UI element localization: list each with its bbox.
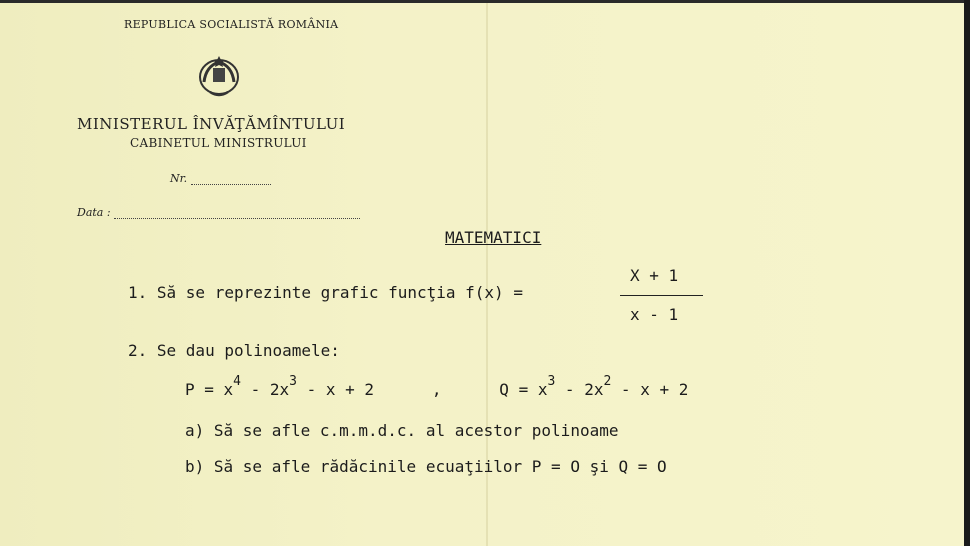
poly-p-prefix: P = x (185, 380, 234, 399)
number-label: Nr. (170, 172, 188, 185)
number-dotted-line (191, 174, 271, 185)
problem-2a: a) Să se afle c.m.m.d.c. al acestor polinoame (185, 421, 619, 440)
fraction-numerator: X + 1 (630, 266, 679, 285)
poly-separator: , (431, 380, 442, 399)
poly-q-exp2: 2 (603, 374, 612, 389)
page-title: MATEMATICI (445, 228, 542, 247)
republic-header: REPUBLICA SOCIALISTĂ ROMÂNIA (124, 18, 339, 31)
polynomials-line (185, 374, 689, 399)
ministry-title: MINISTERUL ÎNVĂŢĂMÎNTULUI (77, 115, 346, 133)
poly-p-exp1: 4 (233, 374, 241, 389)
coat-of-arms-icon (196, 52, 242, 98)
fraction-denominator: x - 1 (630, 305, 679, 324)
date-dotted-line (114, 208, 360, 219)
date-label: Data : (77, 206, 111, 219)
problem-1-text: 1. Să se reprezinte grafic funcţia f(x) = (128, 283, 523, 302)
fraction-bar (620, 295, 703, 296)
poly-q-mid: - 2x (555, 380, 604, 399)
poly-q-suffix: - x + 2 (611, 380, 689, 399)
date-field (77, 206, 360, 219)
poly-q-exp1: 3 (547, 374, 556, 389)
poly-q-prefix: Q = x (499, 380, 548, 399)
scan-edge-right (964, 0, 970, 546)
poly-p-mid: - 2x (241, 380, 290, 399)
problem-2b: b) Să se afle rădăcinile ecuaţiilor P = O şi Q = O (185, 457, 667, 476)
poly-p-suffix: - x + 2 (297, 380, 375, 399)
scan-edge-top (0, 0, 970, 3)
problem-2-intro: 2. Se dau polinoamele: (128, 341, 340, 360)
poly-p-exp2: 3 (289, 374, 297, 389)
number-field (170, 172, 271, 185)
cabinet-title: CABINETUL MINISTRULUI (130, 136, 307, 150)
